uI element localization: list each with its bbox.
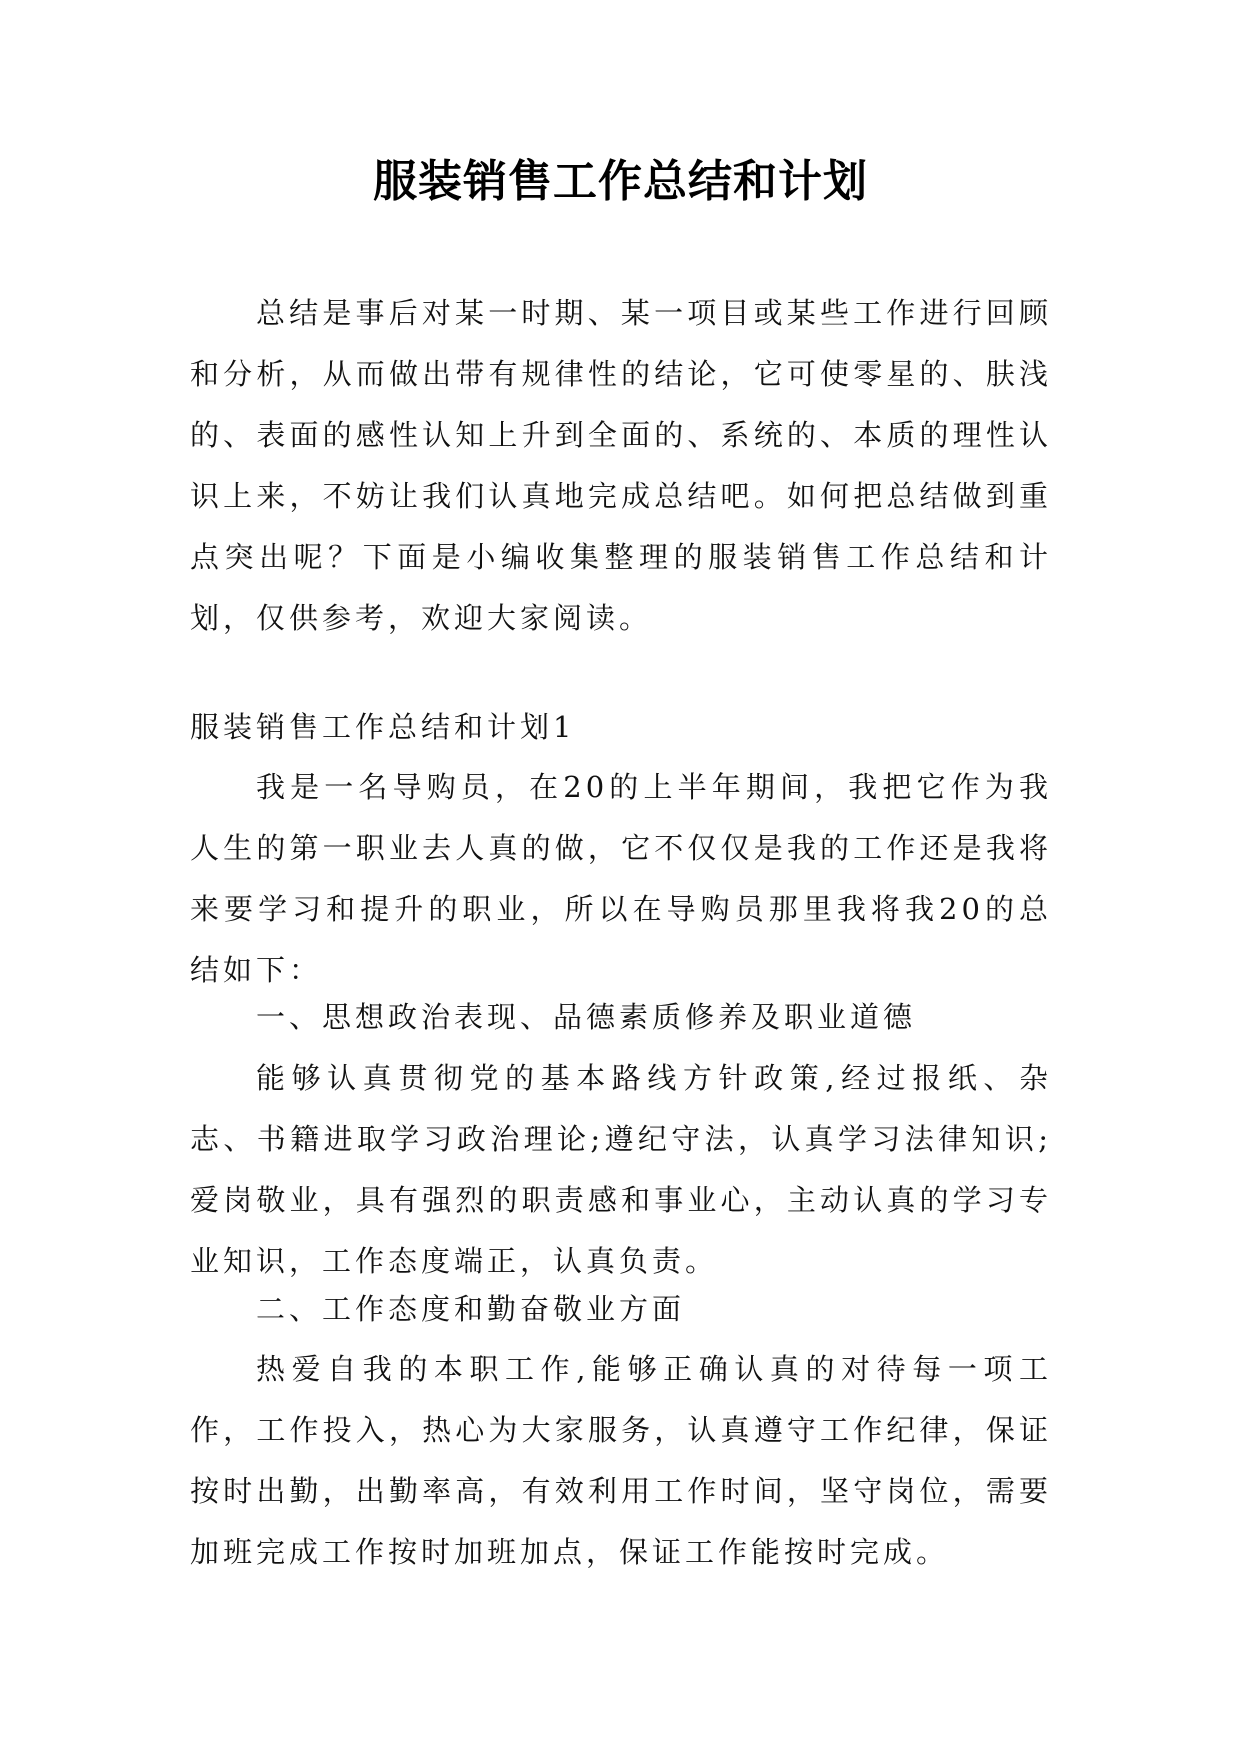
- heading-1: 一、思想政治表现、品德素质修养及职业道德: [256, 1000, 917, 1034]
- paragraph-1: 我是一名导购员，在20的上半年期间，我把它作为我人生的第一职业去人真的做，它不仅仅是我的工作还是我将来要学习和提升的职业，所以在导购员那里我将我20的总结如下：: [190, 770, 1052, 987]
- paragraph-2: 能够认真贯彻党的基本路线方针政策,经过报纸、杂志、书籍进取学习政治理论;遵纪守法，认真学习法律知识;爱岗敬业，具有强烈的职责感和事业心，主动认真的学习专业知识，工作态度端正，认真负责。: [190, 1061, 1052, 1278]
- document-title: 服装销售工作总结和计划: [373, 156, 868, 207]
- paragraph-3: 热爱自我的本职工作,能够正确认真的对待每一项工作，工作投入，热心为大家服务，认真遵守工作纪律，保证按时出勤，出勤率高，有效利用工作时间，坚守岗位，需要加班完成工作按时加班加点，保证工作能按时完成。: [190, 1352, 1052, 1569]
- intro-paragraph: 总结是事后对某一时期、某一项目或某些工作进行回顾和分析，从而做出带有规律性的结论，它可使零星的、肤浅的、表面的感性认知上升到全面的、系统的、本质的理性认识上来，不妨让我们认真地完成总结吧。如何把总结做到重点突出呢？下面是小编收集整理的服装销售工作总结和计划，仅供参考，欢迎大家阅读。: [190, 296, 1052, 635]
- heading-2: 二、工作态度和勤奋敬业方面: [256, 1292, 686, 1326]
- section-title: 服装销售工作总结和计划1: [190, 710, 576, 744]
